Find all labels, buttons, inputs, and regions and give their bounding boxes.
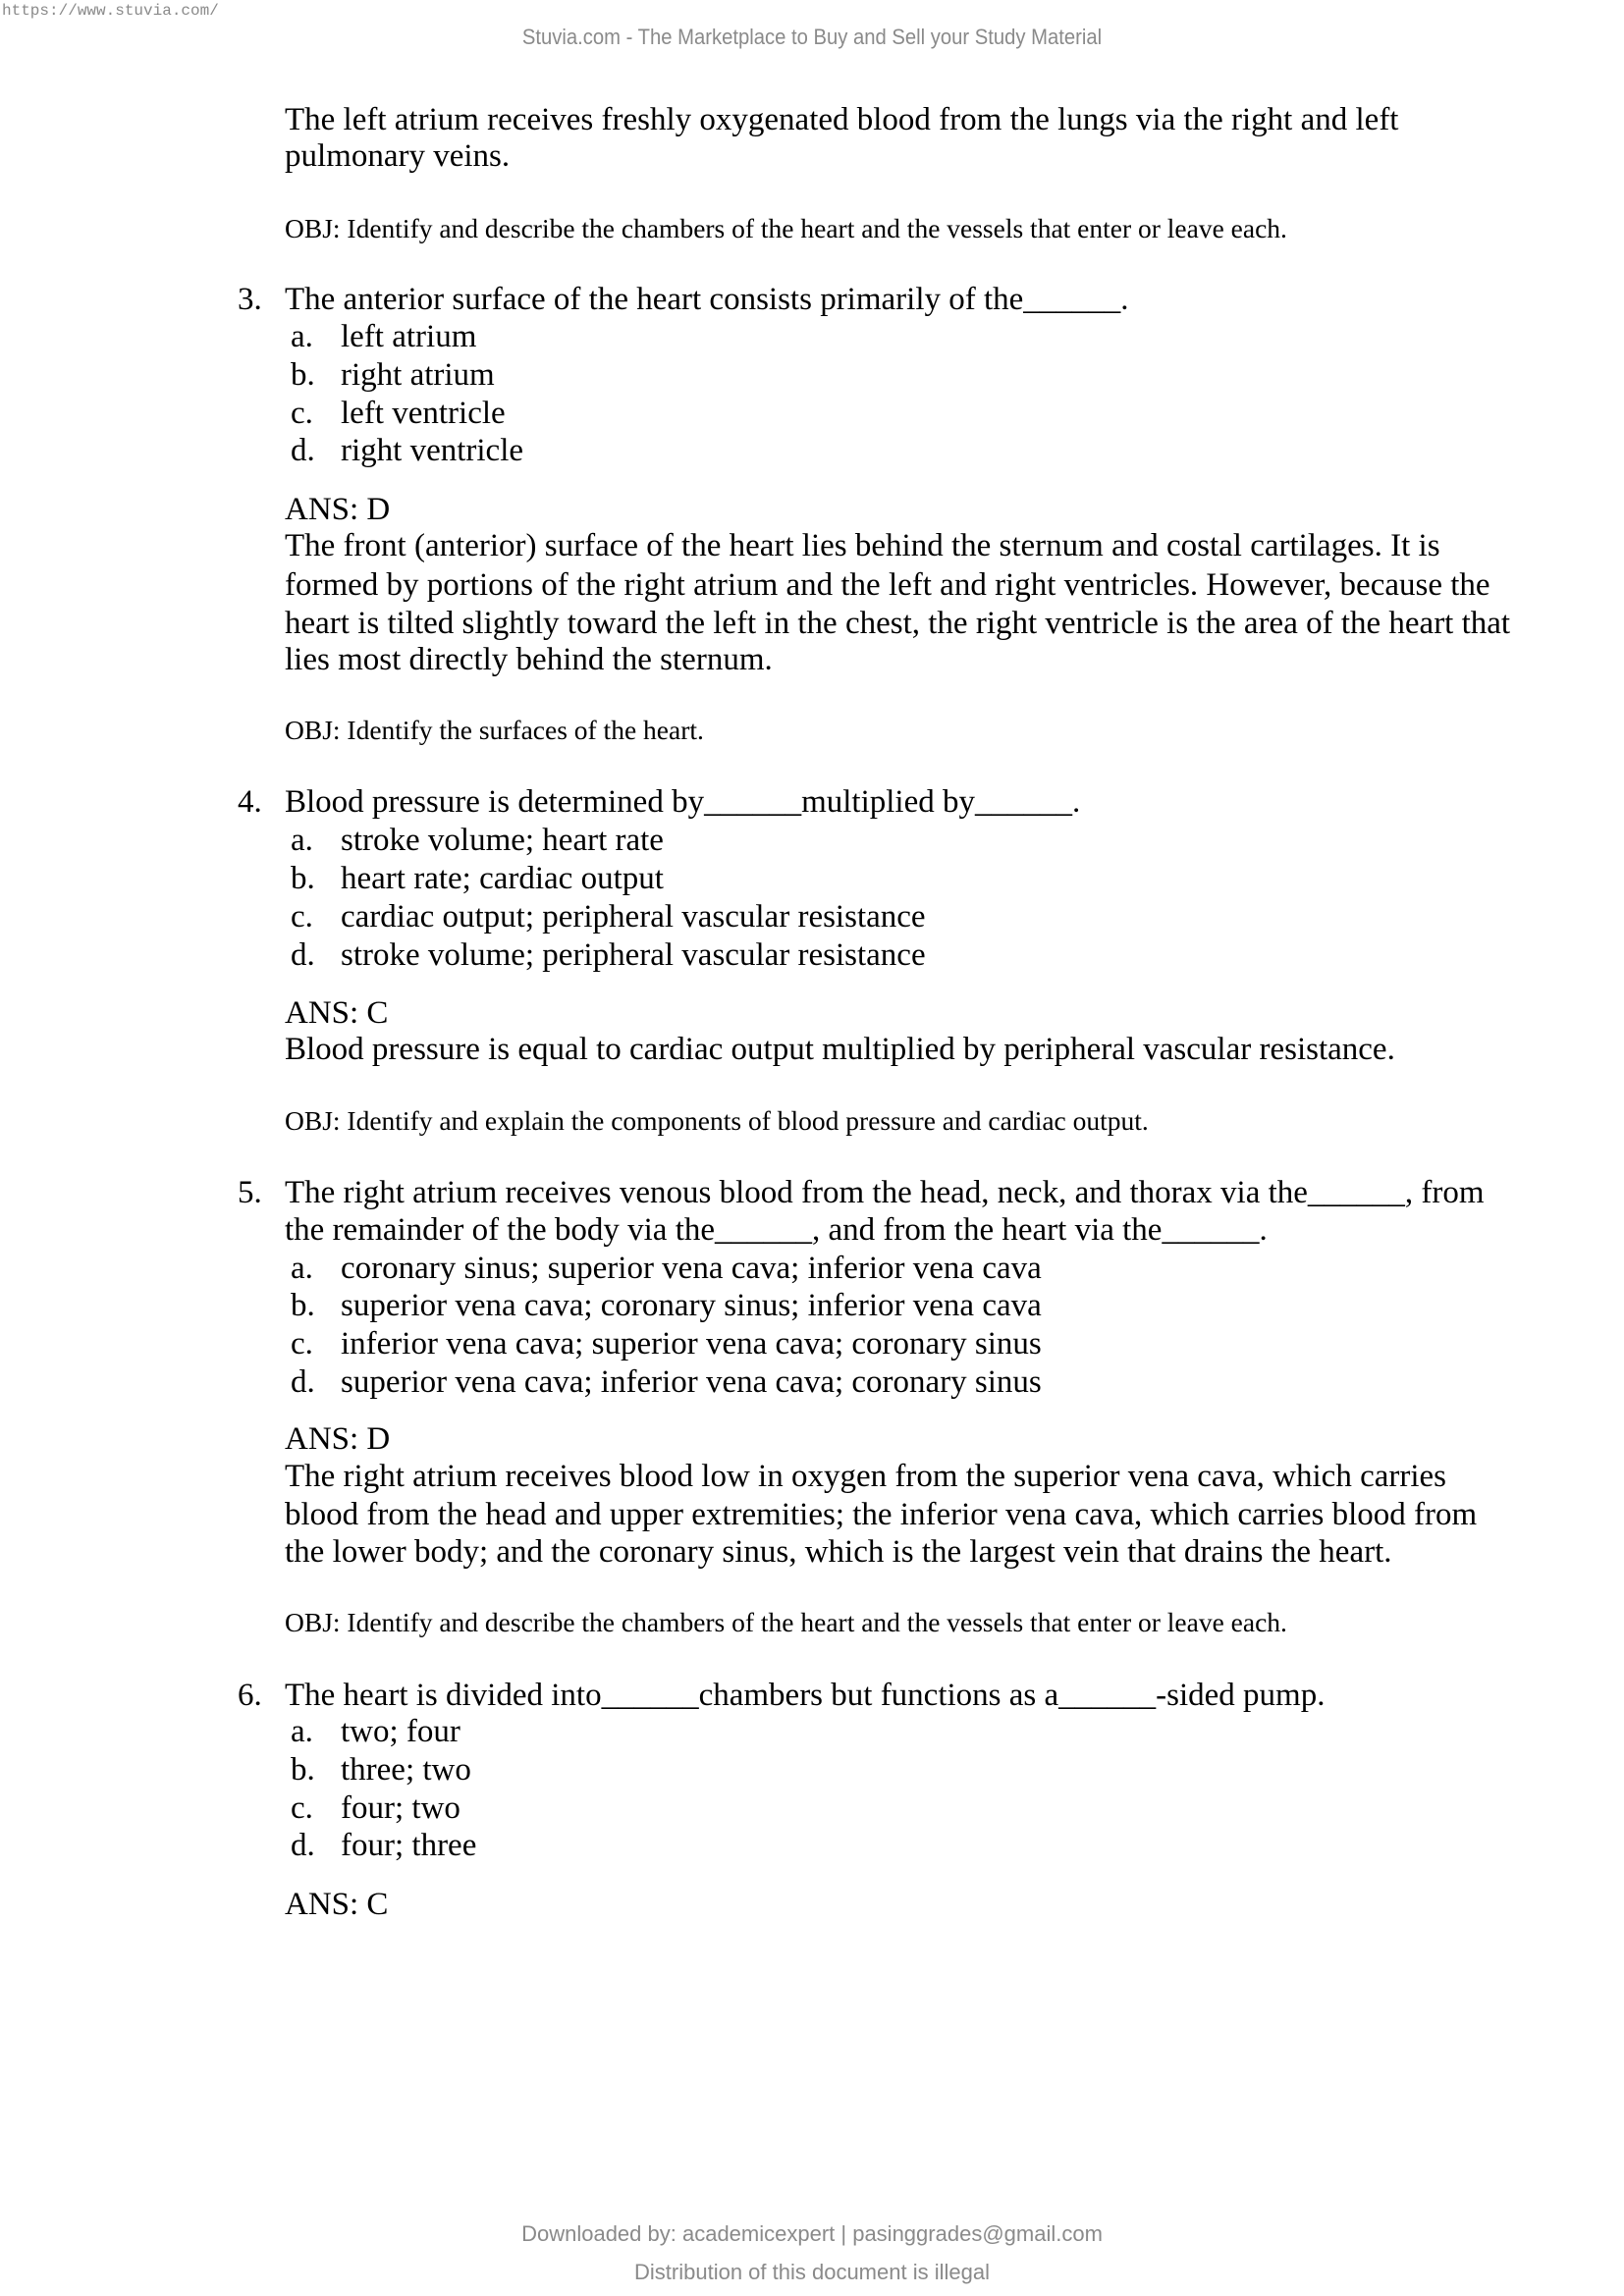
option-text: cardiac output; peripheral vascular resistance <box>341 899 926 934</box>
option-text: stroke volume; heart rate <box>341 823 664 858</box>
option-letter: d. <box>291 1364 315 1400</box>
explanation-line: formed by portions of the right atrium and the left and right ventricles. However, because the <box>285 567 1490 603</box>
option-text: three; two <box>341 1752 471 1788</box>
answer: ANS: D <box>285 492 391 527</box>
page-header: Stuvia.com - The Marketplace to Buy and Sell your Study Material <box>521 25 1103 49</box>
option-text: stroke volume; peripheral vascular resistance <box>341 937 926 973</box>
option-text: inferior vena cava; superior vena cava; coronary sinus <box>341 1326 1042 1362</box>
objective: OBJ: Identify and describe the chambers of the heart and the vessels that enter or leave each. <box>285 1607 1287 1637</box>
footer-distribution-notice: Distribution of this document is illegal <box>634 2260 990 2284</box>
question-number: 3. <box>238 282 262 317</box>
option-letter: a. <box>291 1714 313 1749</box>
option-text: left atrium <box>341 319 477 354</box>
option-letter: a. <box>291 823 313 858</box>
option-letter: d. <box>291 433 315 468</box>
option-letter: d. <box>291 937 315 973</box>
question-number: 6. <box>238 1678 262 1713</box>
option-letter: b. <box>291 861 315 896</box>
intro-line: The left atrium receives freshly oxygenated blood from the lungs via the right and left <box>285 102 1399 137</box>
option-letter: b. <box>291 357 315 393</box>
option-letter: b. <box>291 1288 315 1323</box>
option-text: coronary sinus; superior vena cava; inferior vena cava <box>341 1251 1042 1286</box>
option-text: heart rate; cardiac output <box>341 861 664 896</box>
footer-downloaded-by: Downloaded by: academicexpert | pasinggrades@gmail.com <box>521 2221 1103 2246</box>
source-url: https://www.stuvia.com/ <box>2 2 219 20</box>
option-letter: c. <box>291 1790 313 1826</box>
option-letter: c. <box>291 1326 313 1362</box>
objective: OBJ: Identify and describe the chambers of the heart and the vessels that enter or leave each. <box>285 213 1287 243</box>
question-text: The anterior surface of the heart consists primarily of the______. <box>285 282 1129 317</box>
answer: ANS: C <box>285 995 389 1031</box>
option-letter: c. <box>291 899 313 934</box>
option-letter: d. <box>291 1828 315 1863</box>
answer: ANS: D <box>285 1421 391 1457</box>
explanation-line: The right atrium receives blood low in oxygen from the superior vena cava, which carries <box>285 1459 1447 1494</box>
explanation-line: lies most directly behind the sternum. <box>285 642 773 677</box>
objective: OBJ: Identify the surfaces of the heart. <box>285 715 704 745</box>
question-text: The right atrium receives venous blood from the head, neck, and thorax via the______, from <box>285 1175 1485 1210</box>
option-text: right ventricle <box>341 433 524 468</box>
option-text: superior vena cava; coronary sinus; inferior vena cava <box>341 1288 1042 1323</box>
option-text: four; three <box>341 1828 477 1863</box>
explanation-line: heart is tilted slightly toward the left in the chest, the right ventricle is the area of the heart that <box>285 606 1511 641</box>
answer: ANS: C <box>285 1887 389 1922</box>
question-number: 4. <box>238 784 262 820</box>
option-letter: b. <box>291 1752 315 1788</box>
option-text: right atrium <box>341 357 495 393</box>
explanation-line: Blood pressure is equal to cardiac output multiplied by peripheral vascular resistance. <box>285 1032 1395 1067</box>
intro-line: pulmonary veins. <box>285 138 511 174</box>
question-text: the remainder of the body via the______, and from the heart via the______. <box>285 1212 1268 1248</box>
option-letter: a. <box>291 319 313 354</box>
objective: OBJ: Identify and explain the components of blood pressure and cardiac output. <box>285 1105 1149 1136</box>
explanation-line: the lower body; and the coronary sinus, which is the largest vein that drains the heart. <box>285 1534 1392 1570</box>
option-text: superior vena cava; inferior vena cava; coronary sinus <box>341 1364 1042 1400</box>
question-text: The heart is divided into______chambers but functions as a______-sided pump. <box>285 1678 1326 1713</box>
option-letter: a. <box>291 1251 313 1286</box>
question-number: 5. <box>238 1175 262 1210</box>
explanation-line: blood from the head and upper extremities; the inferior vena cava, which carries blood from <box>285 1497 1478 1532</box>
explanation-line: The front (anterior) surface of the heart lies behind the sternum and costal cartilages. It is <box>285 528 1440 563</box>
question-text: Blood pressure is determined by______multiplied by______. <box>285 784 1081 820</box>
option-text: left ventricle <box>341 396 506 431</box>
option-letter: c. <box>291 396 313 431</box>
option-text: four; two <box>341 1790 460 1826</box>
option-text: two; four <box>341 1714 460 1749</box>
